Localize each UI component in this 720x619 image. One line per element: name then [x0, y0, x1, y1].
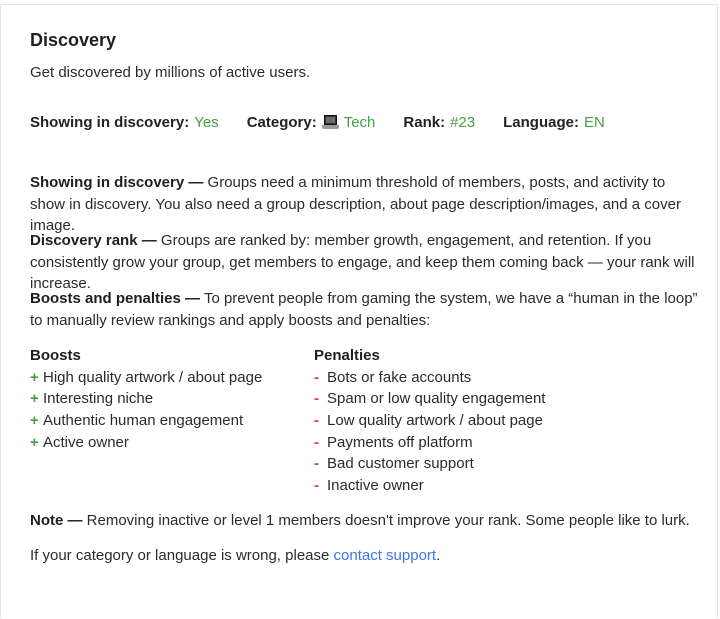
penalty-item-marker: - [314, 411, 319, 429]
penalties-heading: Penalties [314, 347, 380, 364]
penalty-item-marker: - [314, 390, 319, 408]
boost-item [30, 432, 262, 454]
stat-rank [403, 114, 475, 131]
boost-item-label: Authentic human engagement [43, 411, 244, 429]
stat-showing-label: Showing in discovery: [30, 114, 190, 131]
penalty-item-marker: - [314, 433, 319, 451]
showing-text: Groups need a minimum threshold of members, posts, and activity to show in discovery. You also need a group description, about page description/images, and a cover image. [30, 174, 681, 234]
stat-rank-value: #23 [450, 114, 476, 131]
stat-language-label: Language: [503, 114, 579, 131]
boosts-penalties-heading: Boosts and penalties — [30, 290, 201, 307]
stat-category [247, 114, 376, 131]
penalty-item-marker: - [314, 368, 319, 386]
stat-category-label: Category: [246, 114, 317, 131]
rank-section [30, 230, 698, 295]
page-subtitle: Get discovered by millions of active users. [30, 64, 311, 81]
contact-prefix: If your category or language is wrong, please [30, 547, 334, 564]
discovery-stats [30, 114, 633, 131]
contact-support-link[interactable]: contact support [333, 547, 437, 564]
penalty-item-marker: - [314, 455, 319, 473]
penalty-item-label: Payments off platform [327, 433, 473, 451]
penalty-item [314, 367, 545, 389]
penalty-item-label: Spam or low quality engagement [327, 390, 546, 408]
penalty-item [314, 388, 545, 410]
contact-suffix: . [436, 547, 441, 564]
boost-item-label: Interesting niche [43, 390, 154, 408]
penalty-item-label: Bad customer support [327, 455, 474, 473]
boost-item-marker: + [30, 411, 39, 429]
note-text: Removing inactive or level 1 members doesn't improve your rank. Some people like to lurk. [82, 512, 690, 529]
rank-text: Groups are ranked by: member growth, engagement, and retention. If you consistently grow your group, get members to engage, and keep them coming back — your rank will increase. [30, 232, 695, 292]
penalty-item-label: Low quality artwork / about page [327, 411, 543, 429]
penalty-item-label: Inactive owner [327, 477, 424, 495]
contact-section [30, 545, 698, 567]
penalties-list [314, 367, 545, 497]
penalty-item [314, 475, 545, 497]
stat-language-value: EN [583, 114, 605, 131]
rank-heading: Discovery rank — [30, 232, 157, 249]
stat-showing [30, 114, 219, 131]
boosts-penalties-text: To prevent people from gaming the system, we have a “human in the loop” to manually review rankings and apply boosts and penalties: [30, 290, 698, 329]
showing-section [30, 172, 698, 237]
boost-item-label: Active owner [43, 433, 129, 451]
penalty-item [314, 432, 545, 454]
penalty-item-label: Bots or fake accounts [327, 368, 472, 386]
note-section [30, 510, 698, 532]
stat-language [503, 114, 605, 131]
boosts-heading: Boosts [30, 347, 81, 364]
boost-item [30, 367, 262, 389]
stat-rank-label: Rank: [403, 114, 446, 131]
laptop-icon [322, 114, 339, 130]
boosts-list [30, 367, 262, 454]
boost-item-marker: + [30, 433, 39, 451]
page-title: Discovery [30, 30, 117, 50]
penalty-item [314, 453, 545, 475]
boost-item-marker: + [30, 368, 39, 386]
penalty-item-marker: - [314, 477, 319, 495]
discovery-card [0, 4, 718, 619]
stat-showing-value: Yes [194, 114, 219, 131]
boost-item [30, 410, 262, 432]
boost-item [30, 388, 262, 410]
penalty-item [314, 410, 545, 432]
boost-item-marker: + [30, 390, 39, 408]
boosts-penalties-section [30, 288, 698, 331]
note-heading: Note — [30, 512, 83, 529]
boosts-column [30, 345, 262, 453]
showing-heading: Showing in discovery — [30, 174, 204, 191]
penalties-column [314, 345, 545, 497]
stat-category-value: Tech [343, 114, 376, 131]
boost-item-label: High quality artwork / about page [43, 368, 263, 386]
